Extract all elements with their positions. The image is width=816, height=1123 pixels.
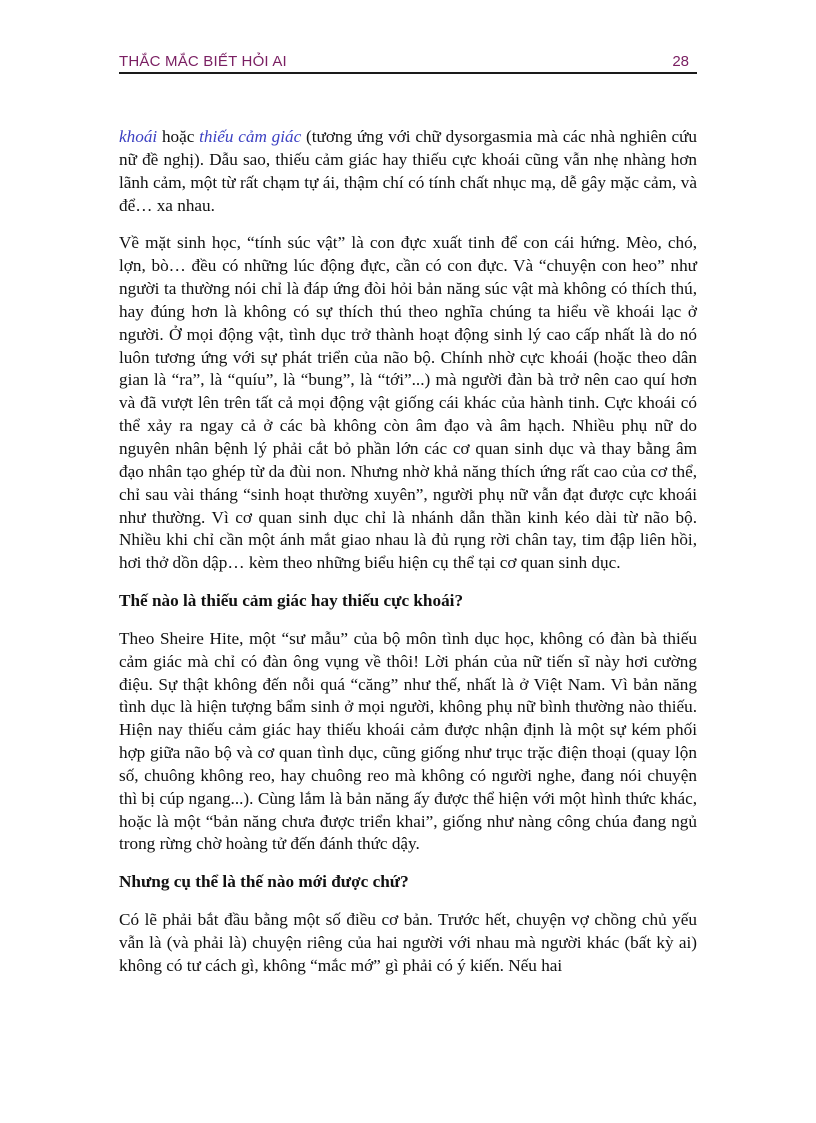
paragraph-basics: Có lẽ phải bắt đầu bằng một số điều cơ bản. Trước hết, chuyện vợ chồng chủ yếu vẫn là (và phải là) chuyện riêng của hai người với nhau mà người khác (bất kỳ ai) không có tư cách gì, không “mắc mớ” gì phải có ý kiến. Nếu hai [119, 910, 697, 975]
page-body [119, 126, 697, 978]
paragraph-sheire-hite: Theo Sheire Hite, một “sư mẫu” của bộ môn tình dục học, không có đàn bà thiếu cảm giác mà chỉ có đàn ông vụng về thôi! Lời phán của nữ tiến sĩ này hơi cường điệu. Sự thật không đến nỗi quá “căng” như thế, nhất là ở Việt Nam. Vì bản năng tình dục là hiện tượng bẩm sinh ở mọi người, không phụ nữ bình thường nào thiếu. Hiện nay thiếu cảm giác hay thiếu khoái cảm được nhận định là một sự kém phối hợp giữa não bộ và cơ quan tình dục, cũng giống như trục trặc điện thoại (quay lộn số, chuông không reo, hay chuông reo mà không có người nghe, đang nói chuyện thì bị cúp ngang...). Cùng lắm là bản năng ấy được thể hiện với một hình thức khác, hoặc là một “bản năng chưa được triển khai”, giống như nàng công chúa đang ngủ trong rừng chờ hoàng tử đến đánh thức dậy. [119, 628, 697, 854]
page-number: 28 [672, 53, 689, 70]
highlighted-term: khoái [119, 127, 158, 146]
section-heading-deficiency: Thế nào là thiếu cảm giác hay thiếu cực khoái? [119, 591, 464, 611]
section-heading-concrete: Nhưng cụ thể là thế nào mới được chứ? [119, 872, 409, 892]
running-title: THẮC MẮC BIẾT HỎI AI [119, 53, 287, 70]
paragraph-biology: Về mặt sinh học, “tính súc vật” là con đực xuất tinh để con cái hứng. Mèo, chó, lợn, bò… đều có những lúc động đực, cần có con đực. Và “chuyện con heo” như người ta thường nói chỉ là đáp ứng đòi hỏi bản năng súc vật mà không có thích thú, hay đúng hơn là không có sự thích thú theo nghĩa chúng ta hiểu về khoái lạc ở người. Ở mọi động vật, tình dục trở thành hoạt động sinh lý cao cấp nhất là do nó luôn tương ứng với sự phát triển của não bộ. Chính nhờ cực khoái (hoặc theo dân gian là “ra”, là “quíu”, là “bung”, là “tới”...) mà người đàn bà trở nên cao quí hơn và đã vượt lên trên tất cả mọi động vật giống cái khác của hành tinh. Cực khoái có thể xảy ra ngay cả ở các bà không còn âm đạo và âm hạch. Nhiều phụ nữ do nguyên nhân bệnh lý phải cắt bỏ phần lớn các cơ quan sinh dục và thay bằng âm đạo nhân tạo ghép từ da đùi non. Nhưng nhờ khả năng thích ứng rất cao của cơ thể, chỉ sau vài tháng “sinh hoạt thường xuyên”, người phụ nữ vẫn đạt được cực khoái như thường. Vì cơ quan sinh dục chỉ là nhánh dẫn thần kinh kéo dài từ não bộ. Nhiều khi chỉ cần một ánh mắt giao nhau là đủ rụng rời chân tay, tim đập liên hồi, hơi thở dồn dập… kèm theo những biểu hiện cụ thể tại cơ quan sinh dục. [119, 233, 697, 573]
header-rule [119, 72, 697, 74]
paragraph-text: hoặc [157, 127, 200, 146]
highlighted-term: thiếu cảm giác [199, 127, 302, 146]
paragraph-continued [119, 126, 697, 217]
paragraph-text: (tương ứng với chữ dysorgasmia mà các nhà nghiên cứu nữ đề nghị). Dẫu sao, thiếu cảm giác hay thiếu cực khoái cũng vẫn nhẹ nhàng hơn lãnh cảm, một từ rất chạm tự ái, thậm chí có tính chất nhục mạ, dễ gây mặc cảm, và để… xa nhau. [119, 127, 697, 215]
page-header [119, 50, 697, 72]
